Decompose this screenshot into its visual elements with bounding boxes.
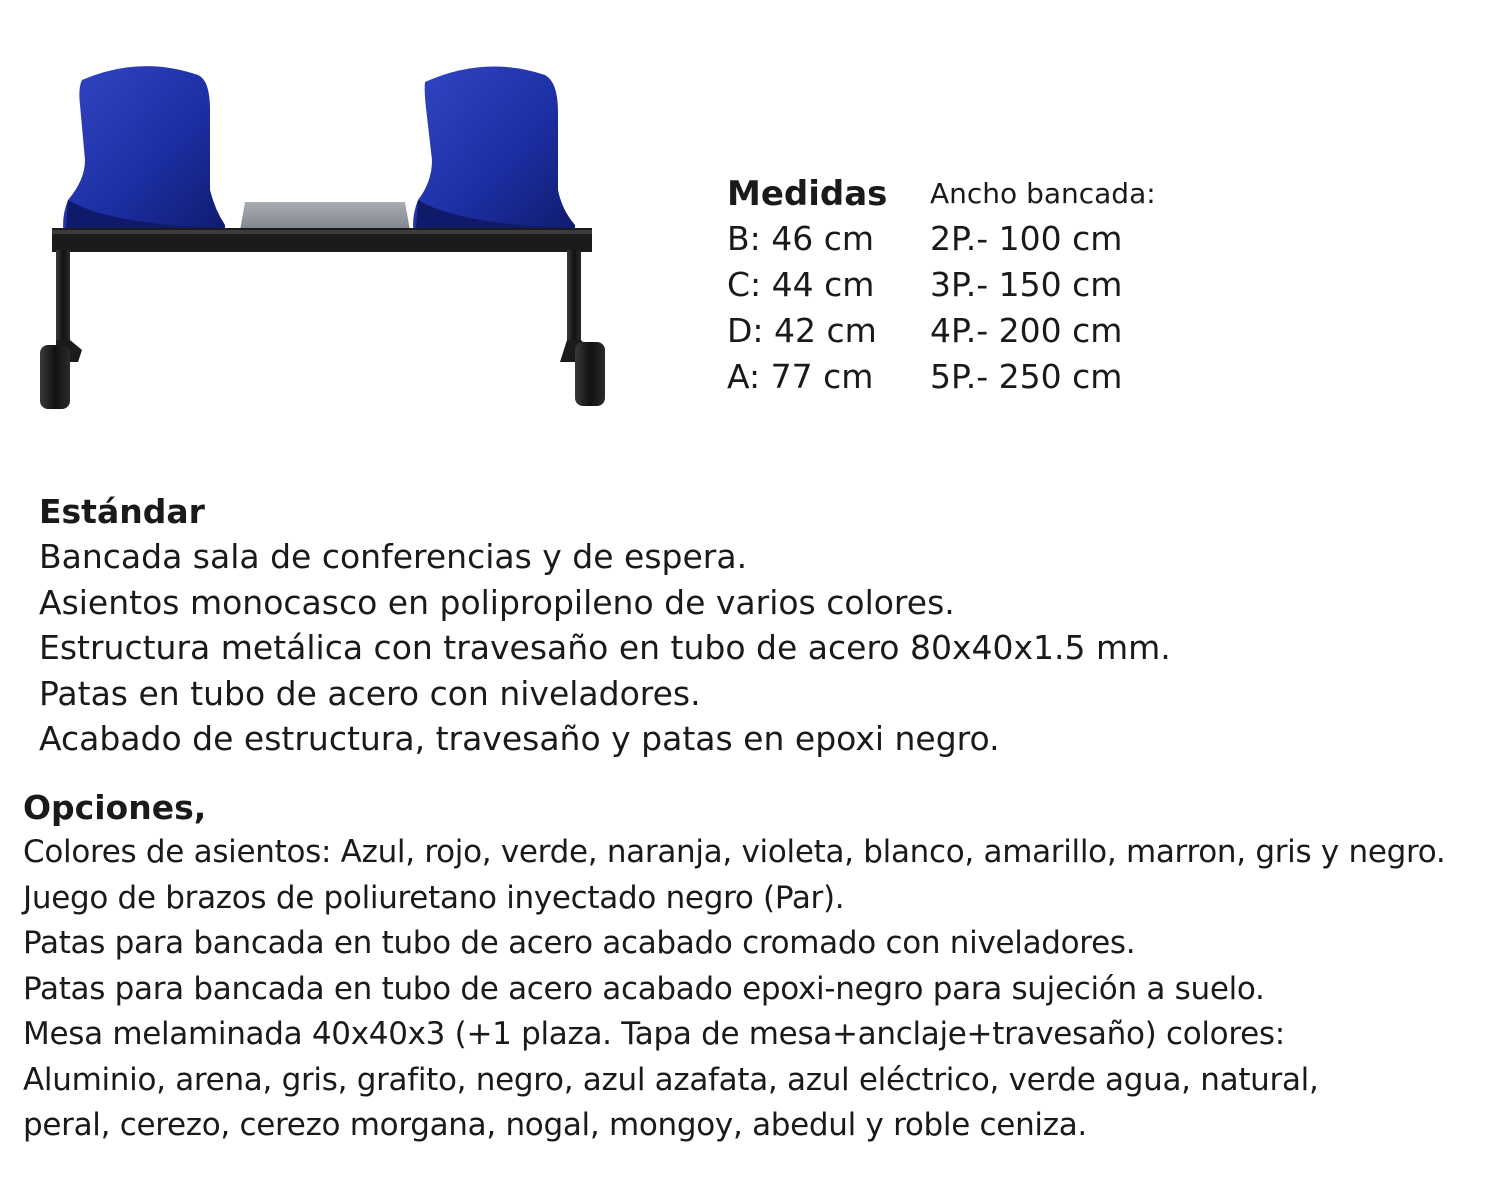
standard-line: Patas en tubo de acero con niveladores. (39, 673, 701, 713)
options-line: Patas para bancada en tubo de acero acabado epoxi-negro para sujeción a suelo. (23, 970, 1265, 1007)
widths-title: Ancho bancada: (930, 177, 1156, 210)
options-line: Mesa melaminada 40x40x3 (+1 plaza. Tapa de mesa+anclaje+travesaño) colores: (23, 1016, 1285, 1052)
options-section (23, 786, 1445, 1149)
options-line: Juego de brazos de poliuretano inyectado negro (Par). (23, 879, 845, 916)
options-line: Patas para bancada en tubo de acero acabado cromado con niveladores. (23, 925, 1136, 961)
right-seat (413, 66, 575, 242)
standard-section (39, 490, 1171, 762)
measure-d: D: 42 cm (727, 311, 877, 350)
standard-line: Estructura metálica con travesaño en tubo de acero 80x40x1.5 mm. (39, 628, 1171, 667)
right-leg (560, 250, 605, 406)
bench-product-image (30, 50, 630, 420)
standard-line: Acabado de estructura, travesaño y patas en epoxi negro. (39, 719, 1000, 758)
standard-line: Bancada sala de conferencias y de espera. (39, 537, 748, 576)
width-3p: 3P.- 150 cm (930, 265, 1123, 304)
measures-title: Medidas (727, 174, 888, 214)
options-line: Aluminio, arena, gris, grafito, negro, azul azafata, azul eléctrico, verde agua, natural, (23, 1061, 1319, 1098)
standard-line: Asientos monocasco en polipropileno de varios colores. (39, 582, 955, 622)
measure-a: A: 77 cm (727, 357, 874, 396)
options-line: Colores de asientos: Azul, rojo, verde, naranja, violeta, blanco, amarillo, marron, gris y negro. (23, 834, 1446, 870)
measures-block (727, 172, 887, 400)
options-title: Opciones, (23, 788, 207, 827)
width-5p: 5P.- 250 cm (930, 357, 1123, 396)
measure-c: C: 44 cm (727, 265, 875, 304)
width-4p: 4P.- 200 cm (930, 311, 1123, 350)
left-seat (63, 66, 225, 242)
options-line: peral, cerezo, cerezo morgana, nogal, mongoy, abedul y roble ceniza. (23, 1107, 1087, 1143)
measure-b: B: 46 cm (727, 219, 875, 258)
standard-title: Estándar (39, 492, 205, 531)
widths-block (930, 172, 1156, 400)
width-2p: 2P.- 100 cm (930, 219, 1123, 258)
left-leg (40, 250, 82, 409)
